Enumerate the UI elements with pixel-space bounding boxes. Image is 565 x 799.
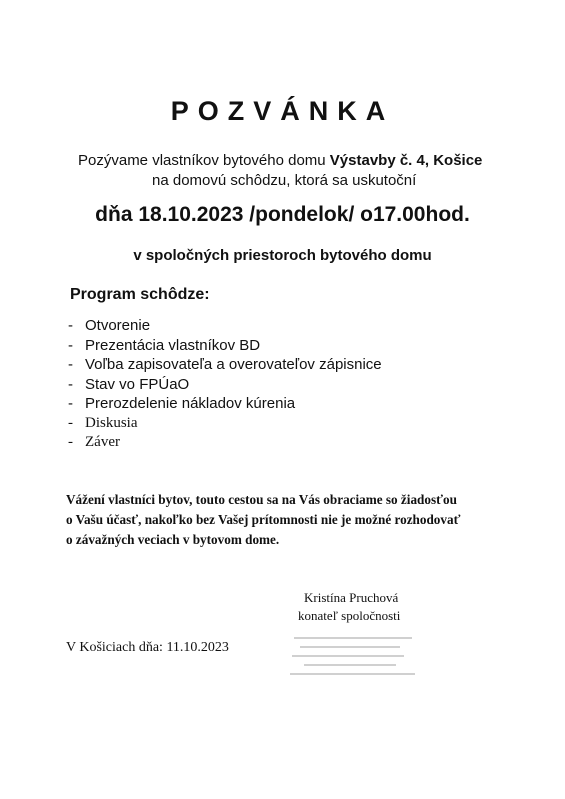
list-dash: -	[68, 336, 73, 354]
list-item	[68, 316, 382, 336]
appeal-line: Vážení vlastníci bytov, touto cestou sa na Vás obraciame so žiadosťou	[66, 492, 457, 507]
intro-line-2: na domovú schôdzu, ktorá sa uskutoční	[152, 172, 417, 189]
meeting-date: dňa 18.10.2023 /pondelok/ o17.00hod.	[95, 203, 470, 226]
place-and-date: V Košiciach dňa: 11.10.2023	[66, 640, 229, 655]
list-item-label: Stav vo FPÚaO	[85, 375, 190, 393]
appeal-line: o Vašu účasť, nakoľko bez Vašej prítomnosti nie je možné rozhodovať	[66, 512, 461, 527]
list-item-label: Prezentácia vlastníkov BD	[85, 336, 261, 354]
list-item-label: Voľba zapisovateľa a overovateľov zápisnice	[85, 356, 382, 373]
signature-block	[298, 589, 401, 625]
list-dash: -	[68, 375, 73, 393]
appeal-line: o závažných veciach v bytovom dome.	[66, 532, 280, 547]
list-dash: -	[68, 317, 73, 334]
list-item	[68, 394, 382, 414]
document-title: POZVÁNKA	[170, 96, 395, 126]
meeting-place: v spoločných priestoroch bytového domu	[133, 247, 432, 264]
intro-line-1	[78, 152, 482, 169]
program-list	[68, 316, 382, 453]
list-item	[68, 375, 382, 395]
list-item	[68, 433, 382, 453]
signer-role: konateľ spoločnosti	[298, 608, 401, 623]
intro-text: Pozývame vlastníkov bytového domu	[78, 152, 330, 169]
list-dash: -	[68, 434, 73, 450]
list-item	[68, 414, 382, 434]
signer-name: Kristína Pruchová	[304, 590, 399, 605]
list-item-label: Prerozdelenie nákladov kúrenia	[85, 395, 296, 412]
faded-stamp	[286, 630, 421, 682]
intro-address: Výstavby č. 4, Košice	[329, 152, 483, 169]
list-item-label: Záver	[85, 434, 120, 450]
list-dash: -	[68, 356, 73, 373]
list-dash: -	[68, 395, 73, 412]
list-item-label: Otvorenie	[85, 317, 151, 334]
appeal-paragraph	[66, 490, 536, 550]
program-heading: Program schôdze:	[70, 286, 210, 303]
list-item	[68, 355, 382, 375]
list-item	[68, 336, 382, 356]
list-item-label: Diskusia	[85, 414, 138, 431]
list-dash: -	[68, 414, 73, 431]
